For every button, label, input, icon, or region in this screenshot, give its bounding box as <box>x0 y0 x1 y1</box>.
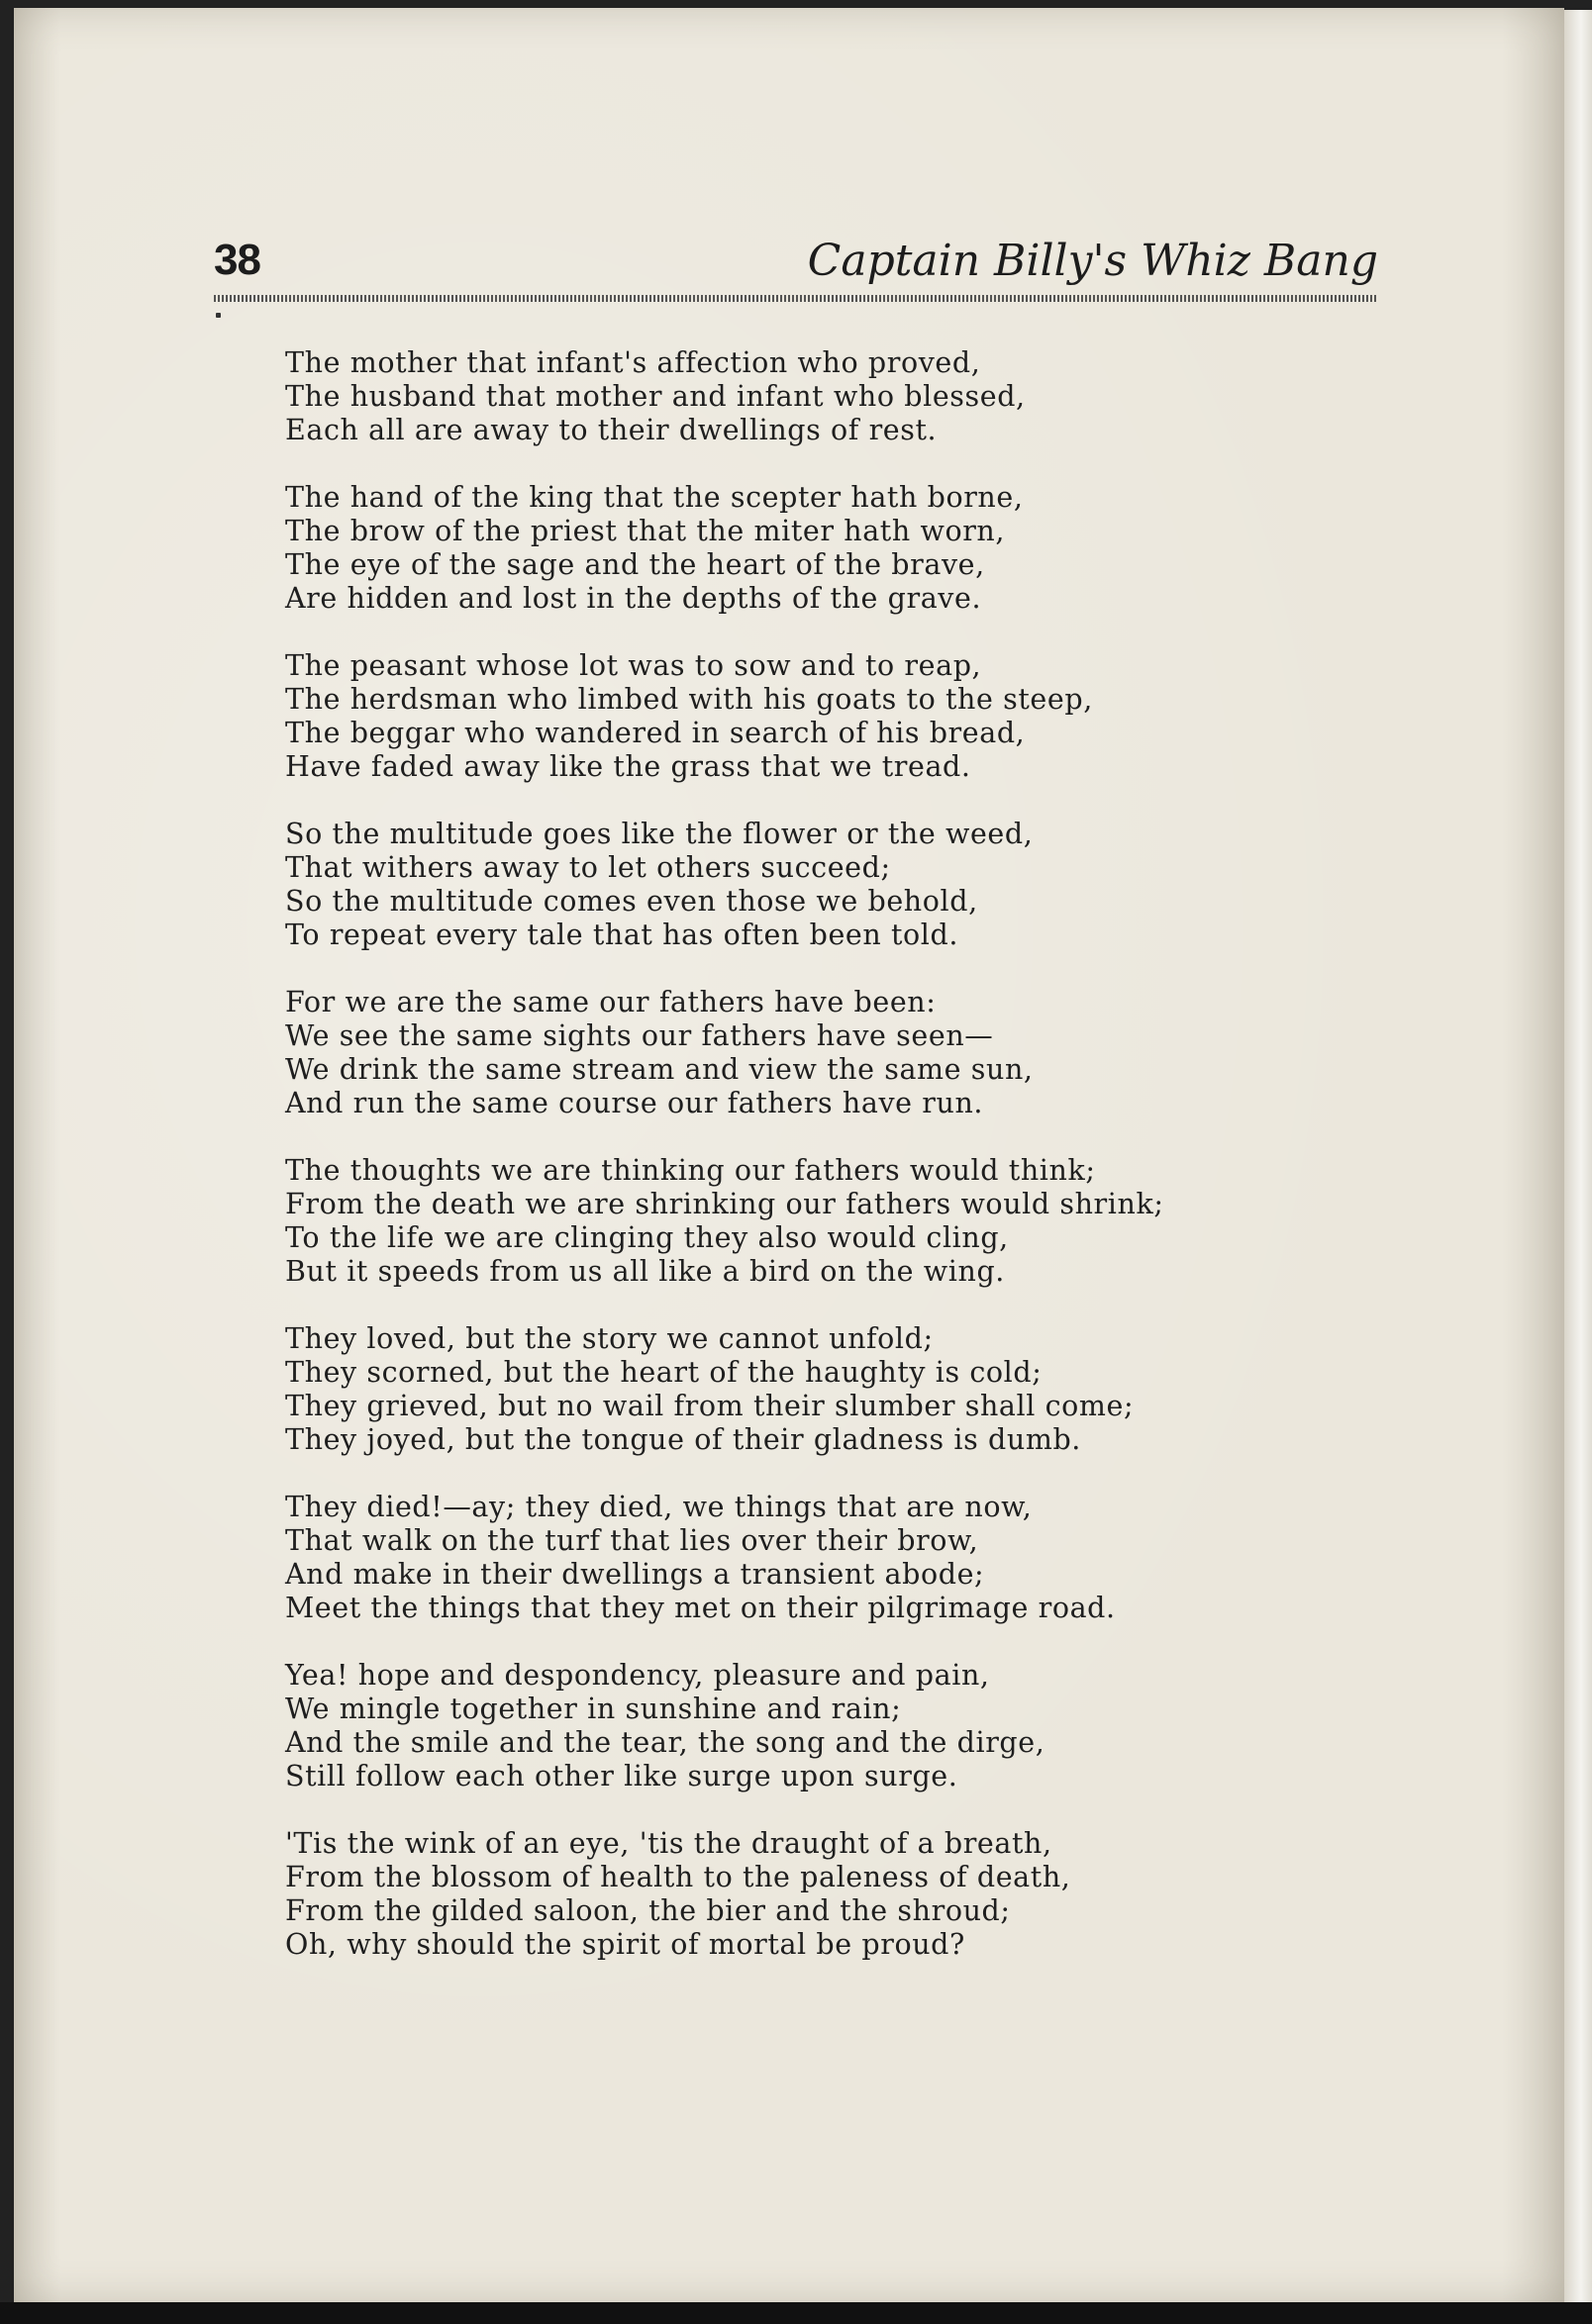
poem-line: The peasant whose lot was to sow and to reap, <box>285 649 982 682</box>
poem-line: They grieved, but no wail from their slumber shall come; <box>285 1390 1135 1422</box>
stanza <box>285 1154 1354 1289</box>
stanza <box>285 818 1354 952</box>
stanza <box>285 1659 1354 1793</box>
poem-line: And the smile and the tear, the song and the dirge, <box>285 1726 1045 1759</box>
poem-line: 'Tis the wink of an eye, 'tis the draught of a breath, <box>285 1827 1052 1860</box>
poem-line: Have faded away like the grass that we tread. <box>285 750 971 783</box>
poem-line: For we are the same our fathers have been: <box>285 986 937 1018</box>
header-rule-dot <box>216 313 221 318</box>
poem-line: The husband that mother and infant who blessed, <box>285 380 1026 413</box>
stanza <box>285 649 1354 784</box>
stanza <box>285 346 1354 447</box>
running-title: Captain Billy's Whiz Bang <box>807 236 1378 286</box>
poem-line: The mother that infant's affection who proved, <box>285 346 981 379</box>
stanza <box>285 986 1354 1120</box>
poem-body <box>285 346 1354 1995</box>
poem-line: From the death we are shrinking our fathers would shrink; <box>285 1188 1164 1220</box>
poem-line: They joyed, but the tongue of their gladness is dumb. <box>285 1423 1081 1456</box>
poem-line: From the gilded saloon, the bier and the shroud; <box>285 1894 1011 1927</box>
poem-line: The eye of the sage and the heart of the brave, <box>285 548 985 581</box>
poem-line: From the blossom of health to the paleness of death, <box>285 1861 1071 1893</box>
poem-line: The brow of the priest that the miter hath worn, <box>285 515 1006 547</box>
poem-line: That walk on the turf that lies over their brow, <box>285 1524 979 1557</box>
poem-line: Meet the things that they met on their pilgrimage road. <box>285 1592 1116 1624</box>
poem-line: But it speeds from us all like a bird on the wing. <box>285 1255 1005 1288</box>
poem-line: Still follow each other like surge upon surge. <box>285 1760 958 1792</box>
stanza <box>285 1491 1354 1625</box>
poem-line: The hand of the king that the scepter hath borne, <box>285 481 1024 514</box>
poem-line: So the multitude comes even those we behold, <box>285 885 978 918</box>
poem-line: Yea! hope and despondency, pleasure and pain, <box>285 1659 990 1692</box>
stanza <box>285 1322 1354 1457</box>
poem-line: And make in their dwellings a transient abode; <box>285 1558 985 1591</box>
scan-bottom-border <box>0 2302 1592 2324</box>
stanza <box>285 481 1354 616</box>
poem-line: We see the same sights our fathers have seen— <box>285 1019 994 1052</box>
poem-line: We drink the same stream and view the same sun, <box>285 1053 1034 1086</box>
poem-line: And run the same course our fathers have run. <box>285 1087 984 1119</box>
poem-line: They loved, but the story we cannot unfold; <box>285 1322 934 1355</box>
page-edge <box>1564 10 1592 2306</box>
poem-line: Oh, why should the spirit of mortal be proud? <box>285 1928 965 1961</box>
poem-line: To repeat every tale that has often been told. <box>285 919 959 951</box>
poem-line: The herdsman who limbed with his goats to the steep, <box>285 683 1093 716</box>
poem-line: They died!—ay; they died, we things that are now, <box>285 1491 1033 1523</box>
poem-line: So the multitude goes like the flower or the weed, <box>285 818 1034 850</box>
poem-line: The beggar who wandered in search of his bread, <box>285 717 1026 749</box>
poem-line: Are hidden and lost in the depths of the grave. <box>285 582 982 615</box>
poem-line: To the life we are clinging they also would cling, <box>285 1221 1009 1254</box>
poem-line: They scorned, but the heart of the haughty is cold; <box>285 1356 1043 1389</box>
stanza <box>285 1827 1354 1962</box>
poem-line: Each all are away to their dwellings of rest. <box>285 414 938 446</box>
page-number: 38 <box>214 236 260 284</box>
poem-line: The thoughts we are thinking our fathers would think; <box>285 1154 1096 1187</box>
page-header <box>214 236 1378 305</box>
poem-line: That withers away to let others succeed; <box>285 851 891 884</box>
header-rule <box>214 295 1378 302</box>
poem-line: We mingle together in sunshine and rain; <box>285 1693 902 1725</box>
